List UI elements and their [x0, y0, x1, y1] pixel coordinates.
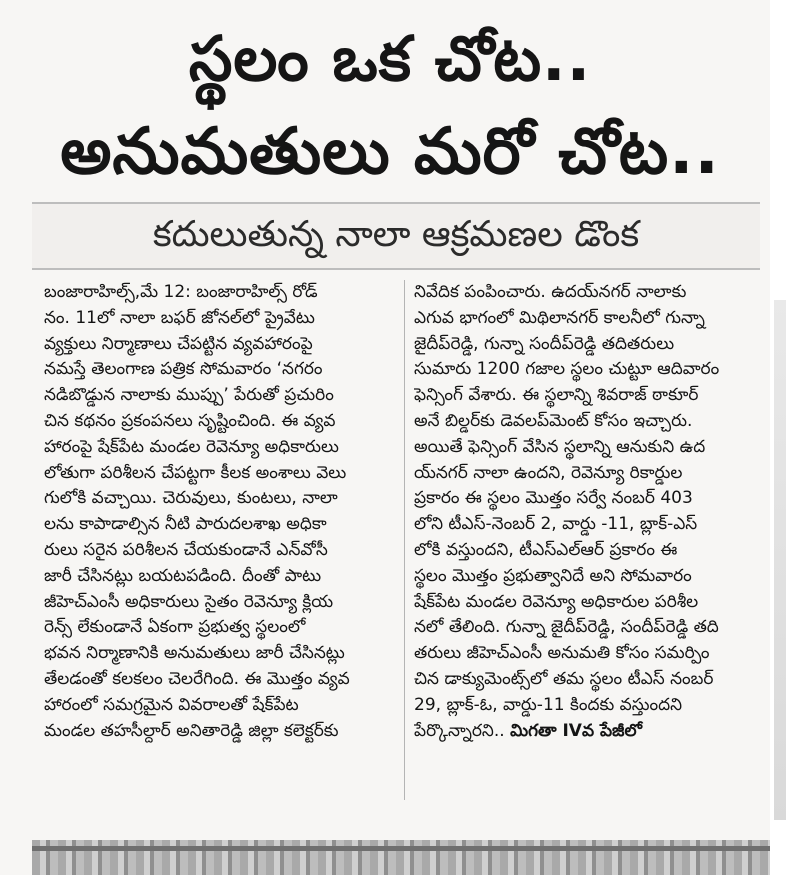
text-line: నడిబొడ్డున నాలాకు ముప్పు’ పేరుతో ప్రచురిం [44, 385, 334, 406]
text-line: లోని టీఎస్-నెంబర్ 2, వార్డు -11, బ్లాక్-ఎస్ [414, 514, 698, 535]
text-line: గులోకి వచ్చాయి. చెరువులు, కుంటలు, నాలా [44, 488, 338, 509]
text-line: స్థలం మొత్తం ప్రభుత్వానిదే అని సోమవారం [414, 565, 692, 586]
headline-line-1: స్థలం ఒక చోట.. [188, 22, 592, 95]
article-column-left [44, 280, 400, 744]
adjacent-page-strip [774, 300, 786, 820]
text-line: రెన్స్ లేకుండానే ఏకంగా ప్రభుత్వ స్థలంలో [44, 617, 306, 638]
text-line: జీహెచ్‌ఎంసీ అధికారులు సైతం రెవెన్యూ క్లియ [44, 591, 334, 612]
headline-line-2: అనుమతులు మరో చోట.. [60, 115, 720, 189]
article-column-right [414, 280, 770, 744]
text-line: జైదీప్‌రెడ్డి, గున్నా సందీప్‌రెడ్డి తదితరులు [414, 333, 675, 354]
text-line: లోకి వస్తుందని, టీఎస్ఎల్ఆర్ ప్రకారం ఈ [414, 539, 678, 560]
continued-on-page-note: మిగతా IVవ పేజీలో [510, 720, 642, 741]
text-line: షేక్‌పేట మండల రెవెన్యూ అధికారుల పరిశీల [414, 591, 699, 612]
text-line: నం. 11లో నాలా బఫర్ జోనల్‌లో ప్రైవేటు [44, 307, 315, 328]
adjacent-page-edge [770, 0, 800, 875]
text-line: 29, బ్లాక్-ఓ, వార్డు-11 కిందకు వస్తుందని [414, 694, 683, 715]
text-line: చిన డాక్యుమెంట్స్‌లో తమ స్థలం టీఎస్ నంబర్ [414, 668, 714, 689]
text-line: హారంలో సమగ్రమైన వివరాలతో షేక్‌పేట [44, 694, 299, 715]
text-line: ఫెన్సింగ్ వేశారు. ఈ స్థలాన్ని శివరాజ్ ఠాకూర్ [414, 385, 699, 406]
subheadline-box [32, 202, 760, 270]
text-line: పేర్కొన్నారని.. [414, 720, 505, 741]
text-line: నలో తేలింది. గున్నా జైదీప్‌రెడ్డి, సందీప్‌రెడ్డి తది [414, 617, 719, 638]
text-line: చిన కథనం ప్రకంపనలు సృష్టించింది. ఈ వ్యవ [44, 410, 336, 431]
text-line: తరులు జీహెచ్‌ఎంసీ అనుమతి కోసం సమర్పిం [414, 643, 710, 664]
text-line: య్‌నగర్ నాలా ఉందని, రెవెన్యూ రికార్డుల [414, 462, 683, 483]
subheadline: కదులుతున్న నాలా ఆక్రమణల డొంక [152, 214, 640, 255]
text-line: అనే బిల్డర్‌కు డెవలప్‌మెంట్ కోసం ఇచ్చారు. [414, 410, 693, 431]
text-line: సుమారు 1200 గజాల స్థలం చుట్టూ ఆదివారం [414, 359, 720, 380]
text-line: రులు సరైన పరిశీలన చేయకుండానే ఎన్‌వోసీ [44, 539, 328, 560]
text-line: లోతుగా పరిశీలన చేపట్టగా కీలక అంశాలు వెలు [44, 462, 347, 483]
text-line: జారీ చేసినట్లు బయటపడింది. దీంతో పాటు [44, 565, 322, 586]
text-line: ప్రకారం ఈ స్థలం మొత్తం సర్వే నంబర్ 403 [414, 488, 693, 509]
photo-beam [32, 846, 770, 851]
last-line-with-continuation [414, 719, 770, 745]
photo-fencing [32, 840, 770, 875]
text-line: బంజారాహిల్స్,మే 12: బంజారాహిల్స్ రోడ్ [44, 282, 318, 302]
text-line: హారంపై షేక్‌పేట మండల రెవెన్యూ అధికారులు [44, 436, 339, 457]
text-line: భవన నిర్మాణానికి అనుమతులు జారీ చేసినట్లు [44, 643, 345, 664]
text-line: అయితే ఫెన్సింగ్ వేసిన స్థలాన్ని ఆనుకుని ఉద [414, 436, 706, 457]
text-line: నివేదిక పంపించారు. ఉదయ్‌నగర్ నాలాకు [414, 282, 687, 302]
text-line: లను కాపాడాల్సిన నీటి పారుదలశాఖ అధికా [44, 514, 327, 535]
text-line: ఎగువ భాగంలో మిథిలానగర్ కాలనీలో గున్నా [414, 307, 705, 328]
text-line: మండల తహసీల్దార్ అనితారెడ్డి జిల్లా కలెక్టర్‌కు [44, 720, 339, 741]
column-divider [404, 280, 405, 800]
text-line: నమస్తే తెలంగాణ పత్రిక సోమవారం ‘నగరం [44, 359, 323, 380]
text-line: వ్యక్తులు నిర్మాణాలు చేపట్టిన వ్యవహారంపై [44, 333, 313, 354]
text-line: తేలడంతో కలకలం చెలరేగింది. ఈ మొత్తం వ్యవ [44, 668, 350, 689]
